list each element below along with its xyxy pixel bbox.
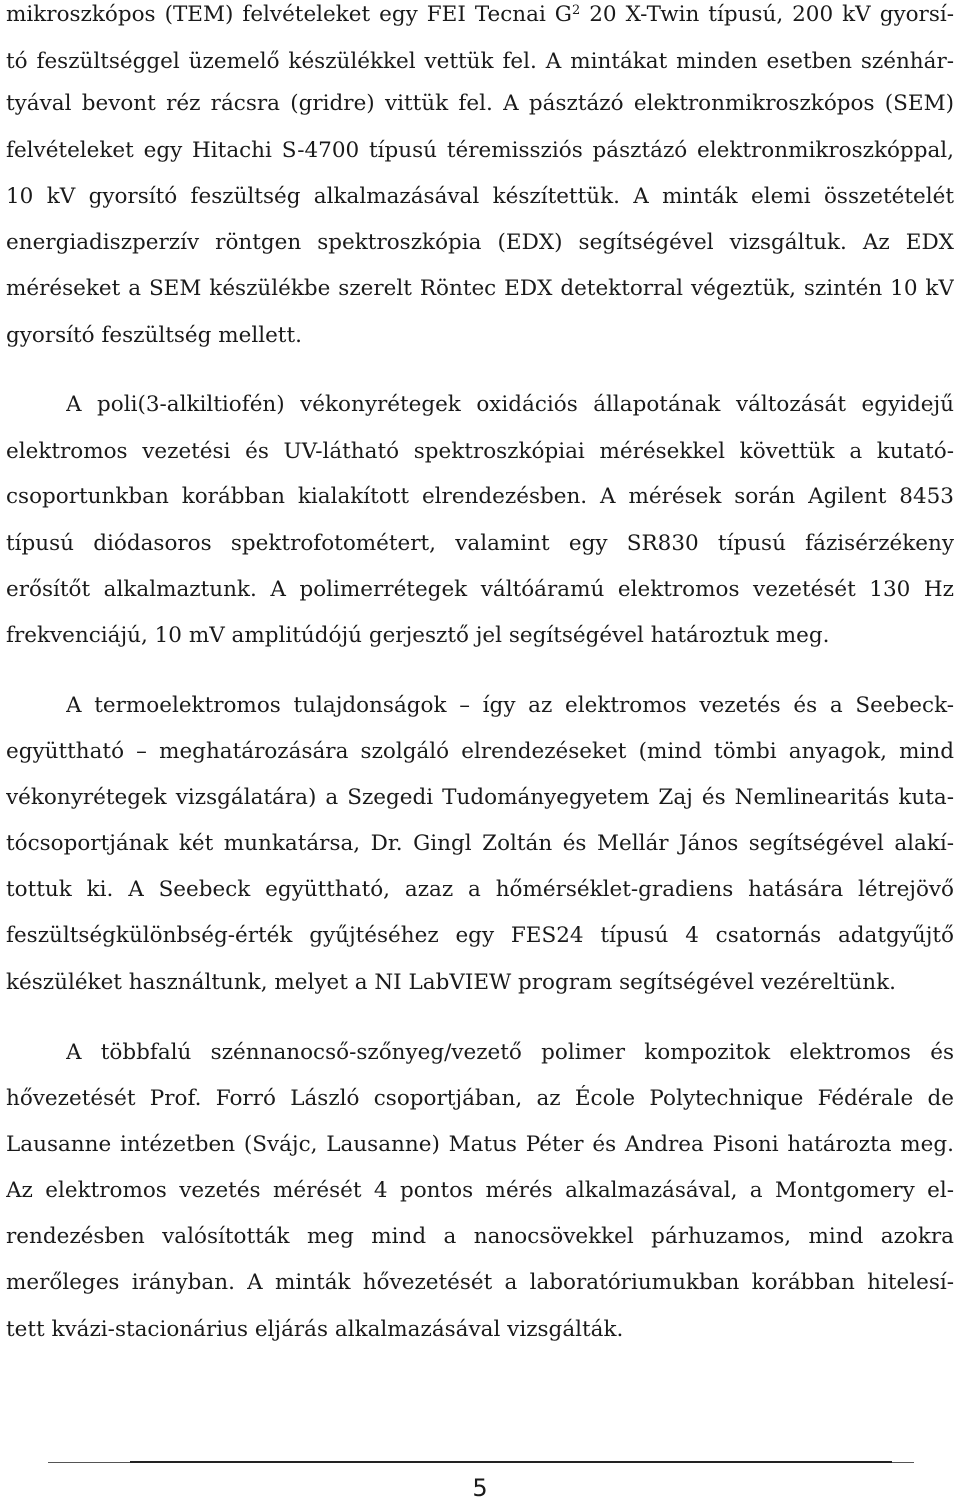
text-line: energiadiszperzív röntgen spektroszkópia (EDX) segítségével vizsgáltuk. Az EDX [6, 230, 954, 255]
text-line: felvételeket egy Hitachi S-4700 típusú téremissziós pásztázó elektronmikroszkóppal, [6, 138, 954, 163]
text-line: méréseket a SEM készülékbe szerelt Röntec EDX detektorral végeztük, szintén 10 kV [6, 276, 954, 301]
text-line: A többfalú szénnanocső-szőnyeg/vezető polimer kompozitok elektromos és [66, 1040, 954, 1065]
text-line: feszültségkülönbség-érték gyűjtéséhez egy FES24 típusú 4 csatornás adatgyűjtő [6, 923, 954, 948]
text-segment: 20 X-Twin típusú, 200 kV gyorsí- [580, 2, 954, 27]
text-line: típusú diódasoros spektrofotométert, valamint egy SR830 típusú fázisérzékeny [6, 531, 954, 556]
text-line: erősítőt alkalmaztunk. A polimerrétegek váltóáramú elektromos vezetését 130 Hz [6, 577, 954, 602]
text-line: 10 kV gyorsító feszültség alkalmazásával készítettük. A minták elemi összetételét [6, 184, 954, 209]
text-line: gyorsító feszültség mellett. [6, 323, 302, 348]
text-line: együttható – meghatározására szolgáló elrendezéseket (mind tömbi anyagok, mind [6, 739, 954, 764]
page-number: 5 [472, 1474, 488, 1502]
text-segment: mikroszkópos (TEM) felvételeket egy FEI Tecnai G [6, 2, 572, 27]
text-line: A termoelektromos tulajdonságok – így az elektromos vezetés és a Seebeck- [66, 693, 954, 718]
text-line: tó feszültséggel üzemelő készülékkel vettük fel. A mintákat minden esetben szénhár- [6, 49, 954, 74]
text-line: merőleges irányban. A minták hővezetését a laboratóriumukban korábban hitelesí- [6, 1270, 954, 1295]
text-line: tett kvázi-stacionárius eljárás alkalmazásával vizsgálták. [6, 1317, 624, 1342]
text-line: csoportunkban korábban kialakított elrendezésben. A mérések során Agilent 8453 [6, 484, 954, 509]
superscript: 2 [571, 3, 581, 18]
text-line: rendezésben valósították meg mind a nanocsövekkel párhuzamos, mind azokra [6, 1224, 954, 1249]
text-line: tócsoportjának két munkatársa, Dr. Gingl Zoltán és Mellár János segítségével alakí- [6, 831, 954, 856]
text-line: Lausanne intézetben (Svájc, Lausanne) Matus Péter és Andrea Pisoni határozta meg. [6, 1132, 954, 1157]
text-line: Az elektromos vezetés mérését 4 pontos mérés alkalmazásával, a Montgomery el- [6, 1178, 954, 1203]
text-line: vékonyrétegek vizsgálatára) a Szegedi Tudományegyetem Zaj és Nemlinearitás kuta- [6, 785, 954, 810]
text-line: tyával bevont réz rácsra (gridre) vittük fel. A pásztázó elektronmikroszkópos (SEM) [6, 91, 954, 116]
text-line: frekvenciájú, 10 mV amplitúdójú gerjesztő jel segítségével határoztuk meg. [6, 623, 830, 648]
text-line: tottuk ki. A Seebeck együttható, azaz a hőmérséklet-gradiens hatására létrejövő [6, 877, 954, 902]
text-line: hővezetését Prof. Forró László csoportjában, az École Polytechnique Fédérale de [6, 1086, 954, 1111]
text-line: készüléket használtunk, melyet a NI LabVIEW program segítségével vezéreltünk. [6, 970, 896, 995]
text-line: A poli(3-alkiltiofén) vékonyrétegek oxidációs állapotának változását egyidejű [66, 392, 954, 417]
footer-divider-accent [130, 1461, 892, 1463]
text-line: elektromos vezetési és UV-látható spektroszkópiai mérésekkel követtük a kutató- [6, 439, 954, 464]
text-line [6, 0, 954, 30]
